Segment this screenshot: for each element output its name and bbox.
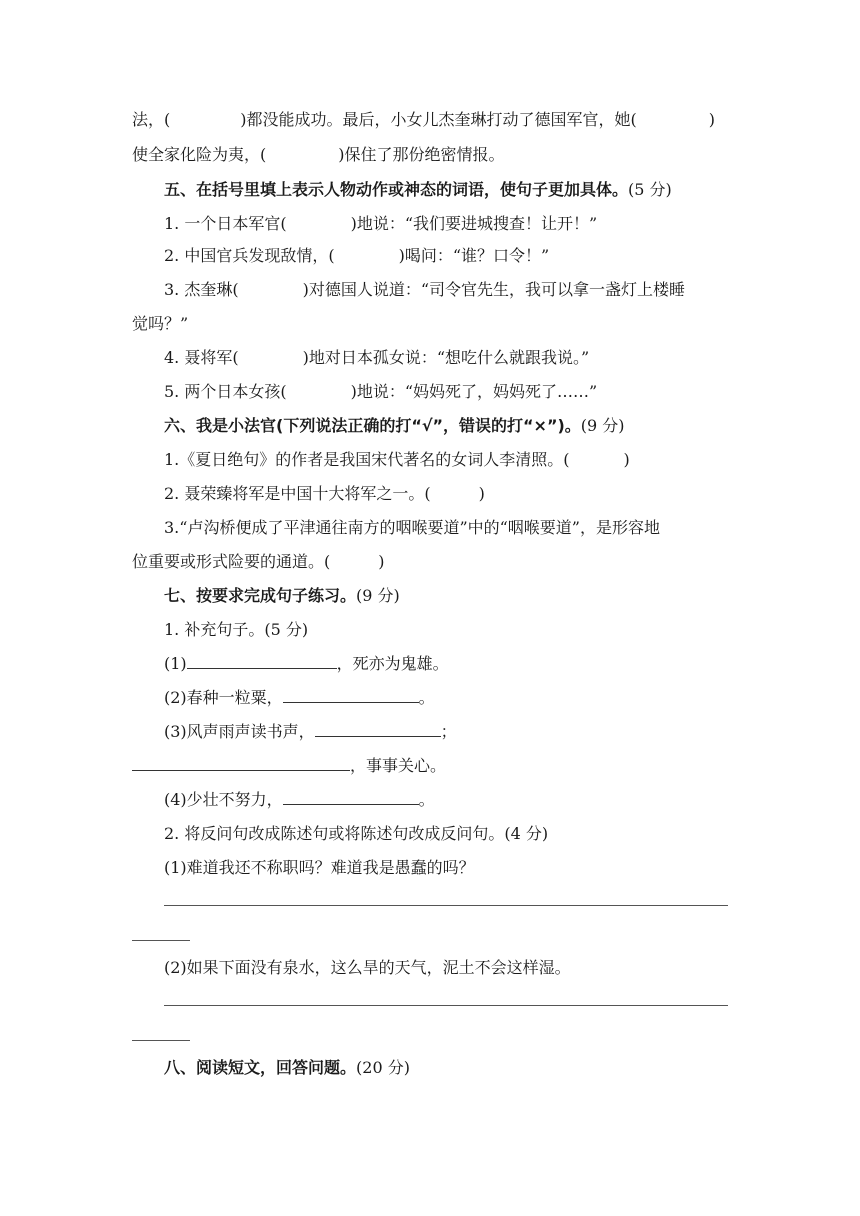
- text: 4. 聂将军(: [164, 348, 239, 367]
- s6-question-3-cont: [132, 552, 385, 572]
- text: ): [623, 450, 630, 469]
- answer-line[interactable]: [132, 940, 190, 941]
- s7-item-3-cont: [132, 756, 446, 776]
- text: (1)难道我还不称职吗？难道我是愚蠢的吗？: [164, 858, 475, 877]
- text: ，死亦为鬼雄。: [336, 654, 449, 673]
- text: )地对日本孤女说：“想吃什么就跟我说。”: [302, 348, 590, 367]
- section-6-heading: [164, 416, 625, 436]
- text: 2. 将反问句改成陈述句或将陈述句改成反问句。(4 分): [164, 824, 549, 843]
- text: 3.“卢沟桥便成了平津通往南方的咽喉要道”中的“咽喉要道”，是形容地: [164, 518, 660, 537]
- section-7-heading: [164, 586, 400, 606]
- text: ): [478, 484, 485, 503]
- s7-item-1: [164, 654, 449, 674]
- section-8-heading: [164, 1058, 410, 1078]
- s5-question-4: [164, 348, 589, 368]
- text: 。: [418, 688, 435, 707]
- text: )喝问：“谁？口令！”: [398, 246, 550, 265]
- section-points: (5 分): [628, 180, 672, 199]
- passage-line-1: [132, 110, 715, 130]
- text: 1. 一个日本军官(: [164, 214, 287, 233]
- s5-question-3-cont: [132, 314, 188, 334]
- s7-sentence-2: [164, 958, 571, 978]
- text: 觉吗？”: [132, 314, 189, 333]
- text: (3)风声雨声读书声，: [164, 722, 315, 741]
- s7-item-4: [164, 790, 435, 810]
- text: 使全家化险为夷，(: [132, 145, 267, 164]
- text: 1.《夏日绝句》的作者是我国宋代著名的女词人李清照。(: [164, 450, 570, 469]
- section-points: (9 分): [356, 586, 400, 605]
- answer-line[interactable]: [164, 1005, 728, 1006]
- text: ；: [440, 722, 457, 741]
- s7-part-2-title: [164, 824, 548, 844]
- text: 1. 补充句子。(5 分): [164, 620, 309, 639]
- s6-question-1: [164, 450, 630, 470]
- text: )地说：“我们要进城搜查！让开！”: [350, 214, 598, 233]
- fill-in-line[interactable]: [187, 654, 337, 669]
- section-title: 七、按要求完成句子练习。: [164, 586, 357, 605]
- text: 法，(: [132, 110, 171, 129]
- text: (2)如果下面没有泉水，这么旱的天气，泥土不会这样湿。: [164, 958, 571, 977]
- answer-line[interactable]: [132, 1040, 190, 1041]
- section-5-heading: [164, 180, 672, 200]
- text: ，事事关心。: [350, 756, 447, 775]
- s6-question-2: [164, 484, 485, 504]
- s5-question-2: [164, 246, 549, 266]
- text: 2. 聂荣臻将军是中国十大将军之一。(: [164, 484, 431, 503]
- fill-in-line[interactable]: [283, 688, 419, 703]
- fill-in-line[interactable]: [283, 790, 419, 805]
- s7-item-3: [164, 722, 457, 742]
- s5-question-5: [164, 382, 597, 402]
- text: 2. 中国官兵发现敌情，(: [164, 246, 335, 265]
- text: 。: [418, 790, 435, 809]
- text: 位重要或形式险要的通道。(: [132, 552, 331, 571]
- section-title: 八、阅读短文，回答问题。: [164, 1058, 357, 1077]
- section-points: (9 分): [580, 416, 625, 435]
- text: )对德国人说道：“司令官先生，我可以拿一盏灯上楼睡: [302, 280, 686, 299]
- text: )保住了那份绝密情报。: [338, 145, 505, 164]
- section-title: 六、我是小法官(下列说法正确的打“√”，错误的打“×”)。: [164, 416, 581, 435]
- text: )地说：“妈妈死了，妈妈死了……”: [350, 382, 598, 401]
- text: 5. 两个日本女孩(: [164, 382, 287, 401]
- section-title: 五、在括号里填上表示人物动作或神态的词语，使句子更加具体。: [164, 180, 629, 199]
- s7-sentence-1: [164, 858, 475, 878]
- s7-item-2: [164, 688, 435, 708]
- passage-line-2: [132, 145, 505, 165]
- answer-line[interactable]: [164, 905, 728, 906]
- fill-in-line[interactable]: [315, 722, 441, 737]
- text: (1): [164, 654, 187, 673]
- text: 3. 杰奎琳(: [164, 280, 239, 299]
- text: )都没能成功。最后，小女儿杰奎琳打动了德国军官，她(: [240, 110, 637, 129]
- section-points: (20 分): [356, 1058, 410, 1077]
- fill-in-line[interactable]: [132, 756, 350, 771]
- text: ): [378, 552, 385, 571]
- text: (4)少壮不努力，: [164, 790, 283, 809]
- s5-question-1: [164, 214, 597, 234]
- text: ): [708, 110, 715, 129]
- s6-question-3: [164, 518, 660, 538]
- text: (2)春种一粒粟，: [164, 688, 283, 707]
- s7-part-1-title: [164, 620, 308, 640]
- s5-question-3: [164, 280, 685, 300]
